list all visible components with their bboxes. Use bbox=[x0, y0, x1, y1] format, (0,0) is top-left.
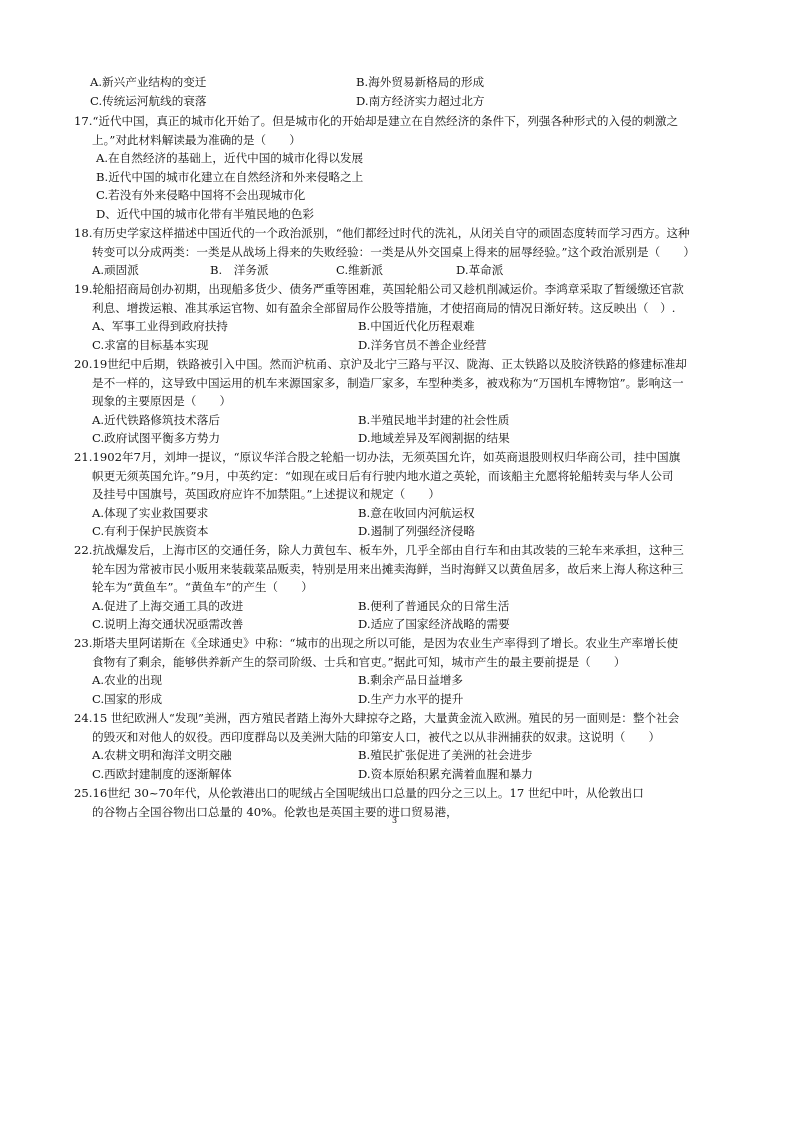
q18-stem-line-1: 18.有历史学家这样描述中国近代的一个政治派别，“他们都经过时代的洗礼，从闭关自守的顽固态度转而学习西方。这种 bbox=[74, 226, 690, 240]
q20-stem-line-2: 是不一样的，这导致中国运用的机车来源国家多，制造厂家多，车型种类多，被戏称为“万国机车博物馆”。影响这一 bbox=[92, 375, 684, 390]
q22-option-a: A.促进了上海交通工具的改进 bbox=[92, 598, 244, 613]
q16-option-c: C.传统运河航线的衰落 bbox=[90, 94, 207, 108]
q22-option-d: D.适应了国家经济战略的需要 bbox=[358, 617, 510, 632]
q18-stem-line-2: 转变可以分成两类：一类是从战场上得来的失败经验：一类是从外交国桌上得来的屈辱经验。”这个政治派别是（ ） bbox=[92, 244, 696, 259]
q22-stem-line-2: 轮车因为常被市民小贩用来装载菜品贩卖，特别是用来出摊卖海鲜，当时海鲜又以黄鱼居多，故后来上海人称这种三 bbox=[92, 561, 684, 576]
q19-option-c: C.求富的目标基本实现 bbox=[92, 337, 209, 352]
question-23 bbox=[74, 634, 734, 708]
q19-option-b: B.中国近代化历程艰难 bbox=[358, 319, 475, 334]
page-number: 3 bbox=[392, 816, 398, 825]
q24-stem-line-2: 的毁灭和对他人的奴役。西印度群岛以及美洲大陆的印第安人口，被代之以从非洲捕获的奴隶。这说明（ ） bbox=[92, 729, 661, 744]
question-24 bbox=[74, 709, 734, 783]
question-25 bbox=[74, 784, 734, 821]
q19-option-d: D.洋务官员不善企业经营 bbox=[358, 337, 487, 352]
q21-option-b: B.意在收回内河航运权 bbox=[358, 505, 475, 520]
q18-option-c: C.维新派 bbox=[336, 263, 383, 278]
q16-options-row-1 bbox=[90, 73, 730, 91]
q22-stem-line-1: 22.抗战爆发后，上海市区的交通任务，除人力黄包车、板车外，几乎全部由自行车和由其改装的三轮车来承担，这种三 bbox=[74, 543, 684, 557]
q20-option-b: B.半殖民地半封建的社会性质 bbox=[358, 412, 510, 427]
q16-option-a: A.新兴产业结构的变迁 bbox=[90, 75, 207, 89]
q23-options bbox=[74, 671, 734, 708]
q17-option-a: A.在自然经济的基础上，近代中国的城市化得以发展 bbox=[96, 151, 364, 166]
q24-option-b: B.殖民扩张促进了美洲的社会进步 bbox=[358, 748, 533, 763]
q17-option-b: B.近代中国的城市化建立在自然经济和外来侵略之上 bbox=[96, 169, 364, 184]
q24-options bbox=[74, 746, 734, 783]
q20-option-d: D.地域差异及军阀割据的结果 bbox=[358, 431, 510, 446]
q17-stem-line-2: 上。”对此材料解读最为准确的是（ ） bbox=[92, 132, 301, 147]
q21-options bbox=[74, 504, 734, 541]
q23-stem-line-1: 23.斯塔夫里阿诺斯在《全球通史》中称：“城市的出现之所以可能，是因为农业生产率得到了增长。农业生产率增长使 bbox=[74, 636, 679, 650]
q21-stem-line-2: 帜更无须英国允许。”9月，中英约定：“如现在或日后有行驶内地水道之英轮，而该船主允愿将轮船转卖与华人公司 bbox=[92, 468, 674, 483]
q21-stem-line-1: 21.1902年7月，刘坤一提议，“原议华洋合股之轮船一切办法，无须英国允许，如英商退股则权归华商公司，挂中国旗 bbox=[74, 450, 681, 464]
q23-option-a: A.农业的出现 bbox=[92, 673, 163, 688]
q17-option-c: C.若没有外来侵略中国将不会出现城市化 bbox=[96, 188, 306, 203]
question-22 bbox=[74, 541, 734, 634]
q18-options-row bbox=[74, 261, 734, 280]
q19-option-a: A、军事工业得到政府扶持 bbox=[92, 319, 228, 334]
q23-option-b: B.剩余产品日益增多 bbox=[358, 673, 463, 688]
question-19 bbox=[74, 280, 734, 354]
q16-option-d: D.南方经济实力超过北方 bbox=[356, 94, 485, 108]
q24-option-c: C.西欧封建制度的逐渐解体 bbox=[92, 766, 232, 781]
q24-option-a: A.农耕文明和海洋文明交融 bbox=[92, 748, 232, 763]
q21-option-c: C.有利于保护民族资本 bbox=[92, 524, 209, 539]
q20-option-c: C.政府试图平衡多方势力 bbox=[92, 431, 221, 446]
q18-option-a: A.顽固派 bbox=[92, 263, 139, 278]
q19-options bbox=[74, 317, 734, 354]
q20-options bbox=[74, 411, 734, 448]
q21-option-a: A.体现了实业救国要求 bbox=[92, 505, 209, 520]
q21-option-d: D.遏制了列强经济侵略 bbox=[358, 524, 475, 539]
q22-stem-line-3: 轮车为“黄鱼车”。“黄鱼车”的产生（ ） bbox=[92, 580, 313, 595]
q19-stem-line-2: 利息、增拨运粮、准其承运官物、如有盈余全部留局作公股等措施，才使招商局的情况日渐好转。这反映出（ ）. bbox=[92, 300, 676, 315]
q17-option-d: D、近代中国的城市化带有半殖民地的色彩 bbox=[96, 206, 314, 221]
q19-stem-line-1: 19.轮船招商局创办初期，出现船多货少、债务严重等困难，英国轮船公司又趁机削减运价。李鸿章采取了暂缓缴还官款 bbox=[74, 282, 684, 296]
q21-stem-line-3: 及挂号中国旗号，英国政府应许不加禁阻。”上述提议和规定（ ） bbox=[92, 487, 440, 502]
q16-options-row-2 bbox=[90, 92, 730, 110]
q16-option-b: B.海外贸易新格局的形成 bbox=[356, 75, 485, 89]
question-21 bbox=[74, 448, 734, 541]
q22-options bbox=[74, 597, 734, 634]
q23-option-c: C.国家的形成 bbox=[92, 691, 163, 706]
q24-option-d: D.资本原始积累充满着血腥和暴力 bbox=[358, 766, 533, 781]
q20-stem-line-1: 20.19世纪中后期，铁路被引入中国。然而沪杭甬、京沪及北宁三路与平汉、陇海、正太铁路以及胶济铁路的修建标准却 bbox=[74, 357, 687, 371]
q23-stem-line-2: 食物有了剩余，能够供养新产生的祭司阶级、士兵和官吏。”据此可知，城市产生的最主要前提是（ ） bbox=[92, 654, 626, 669]
q25-stem-line-2: 的谷物占全国谷物出口总量的 40%。伦敦也是英国主要的进口贸易港， bbox=[92, 804, 458, 819]
question-18 bbox=[74, 224, 734, 280]
q18-option-d: D.革命派 bbox=[456, 263, 504, 278]
question-17 bbox=[74, 112, 734, 224]
q20-stem-line-3: 现象的主要原因是（ ） bbox=[92, 394, 232, 409]
q23-option-d: D.生产力水平的提升 bbox=[358, 691, 464, 706]
q24-stem-line-1: 24.15 世纪欧洲人“发现”美洲，西方殖民者踏上海外大肆掠夺之路，大量黄金流入欧洲。殖民的另一面则是：整个社会 bbox=[74, 711, 680, 725]
q25-stem-line-1: 25.16世纪 30~70年代，从伦敦港出口的呢绒占全国呢绒出口总量的四分之三以上。17 世纪中叶，从伦敦出口 bbox=[74, 786, 644, 800]
q17-stem-line-1: 17.“近代中国，真正的城市化开始了。但是城市化的开始却是建立在自然经济的条件下，列强各种形式的入侵的刺激之 bbox=[74, 114, 679, 128]
q20-option-a: A.近代铁路修筑技术落后 bbox=[92, 412, 220, 427]
question-20 bbox=[74, 355, 734, 448]
q22-option-b: B.便利了普通民众的日常生活 bbox=[358, 598, 510, 613]
q22-option-c: C.说明上海交通状况亟需改善 bbox=[92, 617, 244, 632]
q18-option-b: B. 洋务派 bbox=[210, 263, 269, 278]
